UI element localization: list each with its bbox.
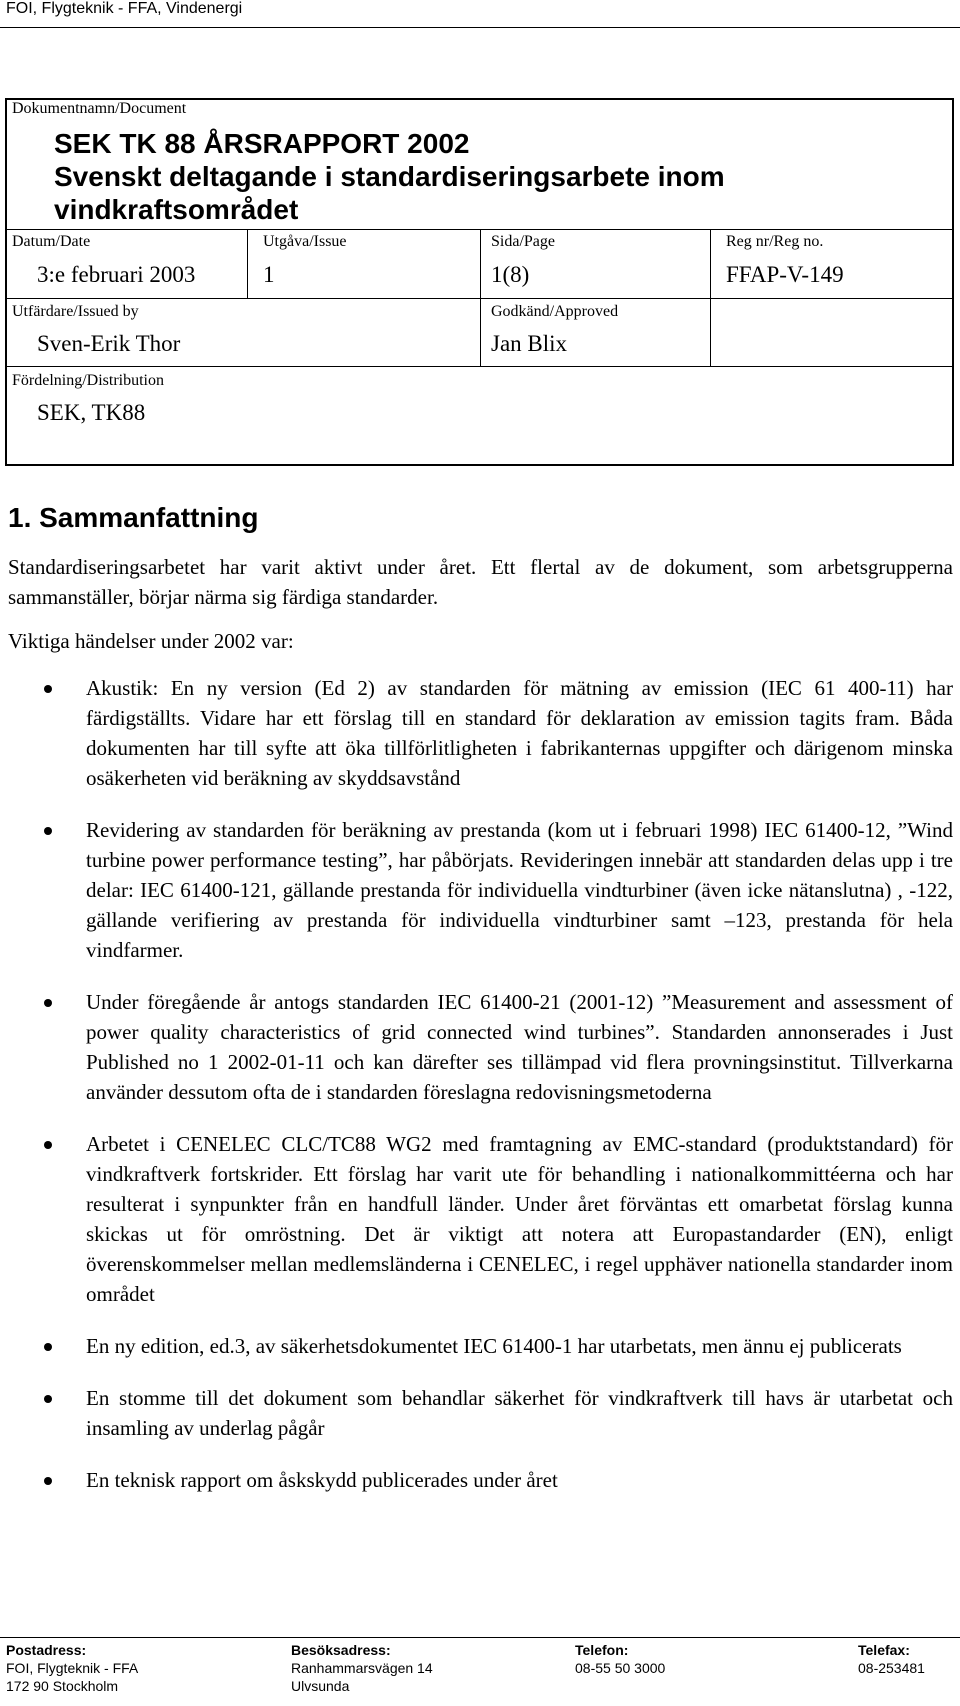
list-item-text: Arbetet i CENELEC CLC/TC88 WG2 med framtagning av EMC-standard (produktstandard) för vindkraftverk fortskrider. Ett förslag har varit ute för behandling i nationalkommittéerna och har resulterat i synpunkter från en handfull länder. Under året förväntas ett omarbetat förslag kunna skickas ut för omröstning. Det är viktigt att notera att Europastandarder (EN), enligt överenskommelser mellan medlemsländerna i CENELEC, i regel upphäver nationella standarder inom området <box>86 1132 953 1306</box>
events-list <box>0 673 960 1517</box>
list-item-text: En teknisk rapport om åskskydd publicerades under året <box>86 1468 558 1492</box>
bullet-dot <box>44 1343 52 1351</box>
title-line-3: vindkraftsområdet <box>54 194 299 225</box>
fax-label: Telefax: <box>858 1642 910 1658</box>
footer-postal <box>6 1641 138 1695</box>
list-item <box>0 1383 953 1443</box>
postal-line-2: 172 90 Stockholm <box>6 1678 119 1694</box>
page-label: Sida/Page <box>491 233 555 250</box>
postal-label: Postadress: <box>6 1642 87 1658</box>
column-divider <box>710 298 711 366</box>
list-item-text: Akustik: En ny version (Ed 2) av standarden för mätning av emission (IEC 61 400-11) har färdigställts. Vidare har ett förslag till en standard för deklaration av emission tagits fram. Båda dokumenten har till syfte att öka tillförlitligheten i fabrikanternas uppgifter och därigenom minska osäkerheten vid beräkning av skyddsavstånd <box>86 676 953 790</box>
bullet-dot <box>44 999 52 1007</box>
bullet-dot <box>44 1141 52 1149</box>
list-item-text: En ny edition, ed.3, av säkerhetsdokumentet IEC 61400-1 har utarbetats, men ännu ej publicerats <box>86 1334 902 1358</box>
approved-label: Godkänd/Approved <box>491 303 619 320</box>
bullet-dot <box>44 685 52 693</box>
footer-fax <box>858 1641 925 1677</box>
title-line-1: SEK TK 88 ÅRSRAPPORT 2002 <box>54 128 470 159</box>
date-label: Datum/Date <box>12 233 91 250</box>
column-divider <box>480 229 481 298</box>
issuer-label: Utfärdare/Issued by <box>12 303 139 320</box>
running-header: FOI, Flygteknik - FFA, Vindenergi <box>6 0 243 17</box>
bullet-dot <box>44 1395 52 1403</box>
section-heading: 1. Sammanfattning <box>8 502 259 533</box>
distribution-label: Fördelning/Distribution <box>12 372 164 389</box>
list-item <box>0 1331 953 1361</box>
list-item <box>0 815 953 965</box>
document-label: Dokumentnamn/Document <box>12 100 187 117</box>
reg-value: FFAP-V-149 <box>726 262 844 287</box>
list-item <box>0 673 953 793</box>
issue-label: Utgåva/Issue <box>263 233 347 250</box>
column-divider <box>710 229 711 298</box>
title-line-2: Svenskt deltagande i standardiseringsarbete inom <box>54 161 725 192</box>
page-value: 1(8) <box>491 262 530 287</box>
header-divider <box>0 27 960 28</box>
document-title <box>54 127 904 226</box>
row-divider <box>7 366 952 367</box>
visit-line-2: Ulvsunda <box>291 1678 350 1694</box>
postal-line-1: FOI, Flygteknik - FFA <box>6 1660 139 1676</box>
document-metadata-table <box>5 98 954 466</box>
footer-divider <box>0 1637 960 1638</box>
column-divider <box>247 229 248 298</box>
phone-value: 08-55 50 3000 <box>575 1660 666 1676</box>
list-item <box>0 1129 953 1309</box>
distribution-value: SEK, TK88 <box>37 400 146 425</box>
fax-value: 08-253481 <box>858 1660 925 1676</box>
issue-value: 1 <box>263 262 275 287</box>
approved-value: Jan Blix <box>491 331 568 356</box>
footer-visit <box>291 1641 433 1695</box>
reg-label: Reg nr/Reg no. <box>726 233 824 250</box>
bullet-dot <box>44 1477 52 1485</box>
intro-paragraph: Standardiseringsarbetet har varit aktivt under året. Ett flertal av de dokument, som arbetsgrupperna sammanställer, börjar närma sig färdiga standarder. <box>8 555 953 609</box>
issuer-value: Sven-Erik Thor <box>37 331 181 356</box>
events-intro: Viktiga händelser under 2002 var: <box>8 629 294 653</box>
bullet-dot <box>44 827 52 835</box>
phone-label: Telefon: <box>575 1642 629 1658</box>
visit-line-1: Ranhammarsvägen 14 <box>291 1660 433 1676</box>
footer-phone <box>575 1641 665 1677</box>
list-item <box>0 987 953 1107</box>
date-value: 3:e februari 2003 <box>37 262 196 287</box>
visit-label: Besöksadress: <box>291 1642 391 1658</box>
list-item-text: Revidering av standarden för beräkning av prestanda (kom ut i februari 1998) IEC 61400-12, ”Wind turbine power performance testing”, har påbörjats. Revideringen innebär att standarden delas upp i tre delar: IEC 61400-121, gällande prestanda för individuella vindturbiner (även icke nätanslutna) , -122, gällande verifiering av prestanda för individuella vindturbiner samt –123, prestanda för hela vindfarmer. <box>86 818 953 962</box>
list-item-text: En stomme till det dokument som behandlar säkerhet för vindkraftverk till havs är utarbetat och insamling av underlag pågår <box>86 1386 953 1440</box>
list-item <box>0 1465 953 1495</box>
list-item-text: Under föregående år antogs standarden IEC 61400-21 (2001-12) ”Measurement and assessment of power quality characteristics of grid connected wind turbines”. Standarden annonserades i Just Published no 1 2002-01-11 och kan därefter ses tillämpad vid flera provningsinstitut. Tillverkarna använder dessutom ofta de i standarden föreslagna redovisningsmetoderna <box>86 990 953 1104</box>
column-divider <box>480 298 481 366</box>
